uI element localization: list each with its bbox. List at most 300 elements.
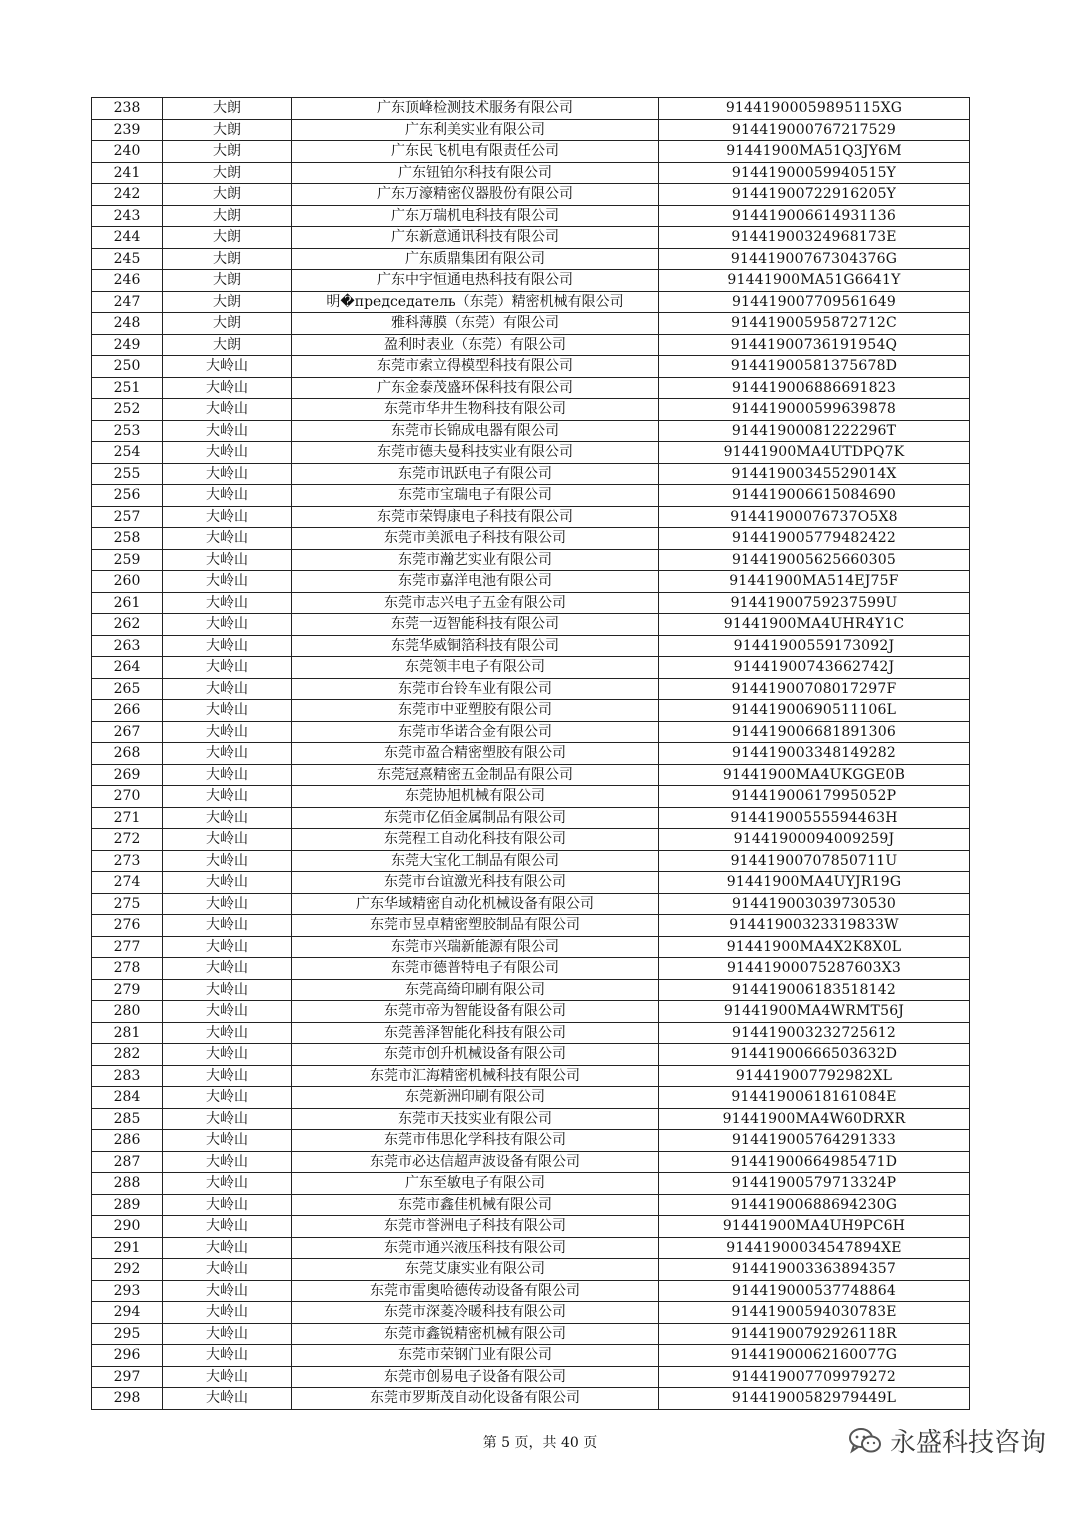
- table-row: [92, 1345, 970, 1367]
- row-company-name: 东莞市兴瑞新能源有限公司: [292, 936, 659, 958]
- row-number: 259: [92, 549, 163, 571]
- row-company-name: 东莞协旭机械有限公司: [292, 786, 659, 808]
- row-credit-code: 91441900MA4UHR4Y1C: [659, 614, 970, 636]
- row-number: 297: [92, 1366, 163, 1388]
- table-row: [92, 291, 970, 313]
- row-company-name: 广东顶峰检测技术服务有限公司: [292, 98, 659, 120]
- row-credit-code: 91441900094009259J: [659, 829, 970, 851]
- row-number: 241: [92, 162, 163, 184]
- row-town: 大岭山: [163, 850, 292, 872]
- row-number: 284: [92, 1087, 163, 1109]
- row-company-name: 东莞市必达信超声波设备有限公司: [292, 1151, 659, 1173]
- row-company-name: 东莞市中亚塑胶有限公司: [292, 700, 659, 722]
- row-town: 大岭山: [163, 979, 292, 1001]
- table-row: [92, 700, 970, 722]
- row-company-name: 广东万瑞机电科技有限公司: [292, 205, 659, 227]
- row-town: 大朗: [163, 291, 292, 313]
- row-credit-code: 914419005764291333: [659, 1130, 970, 1152]
- row-town: 大岭山: [163, 528, 292, 550]
- table-row: [92, 334, 970, 356]
- row-company-name: 东莞市鑫佳机械有限公司: [292, 1194, 659, 1216]
- row-town: 大岭山: [163, 764, 292, 786]
- table-row: [92, 872, 970, 894]
- table-row: [92, 915, 970, 937]
- wechat-icon: [848, 1426, 882, 1456]
- row-town: 大岭山: [163, 657, 292, 679]
- row-credit-code: 91441900MA4UTDPQ7K: [659, 442, 970, 464]
- row-company-name: 东莞市长锦成电器有限公司: [292, 420, 659, 442]
- row-town: 大岭山: [163, 1044, 292, 1066]
- table-row: [92, 614, 970, 636]
- row-credit-code: 91441900MA51Q3JY6M: [659, 141, 970, 163]
- table-row: [92, 356, 970, 378]
- row-company-name: 东莞市华井生物科技有限公司: [292, 399, 659, 421]
- row-number: 295: [92, 1323, 163, 1345]
- row-town: 大岭山: [163, 678, 292, 700]
- table-row: [92, 1388, 970, 1410]
- row-company-name: 广东钮铂尔科技有限公司: [292, 162, 659, 184]
- row-credit-code: 91441900594030783E: [659, 1302, 970, 1324]
- table-row: [92, 807, 970, 829]
- row-number: 274: [92, 872, 163, 894]
- row-town: 大朗: [163, 184, 292, 206]
- row-company-name: 东莞市帝为智能设备有限公司: [292, 1001, 659, 1023]
- row-town: 大岭山: [163, 549, 292, 571]
- row-credit-code: 91441900076737O5X8: [659, 506, 970, 528]
- row-number: 286: [92, 1130, 163, 1152]
- row-number: 256: [92, 485, 163, 507]
- row-company-name: 东莞市德夫曼科技实业有限公司: [292, 442, 659, 464]
- row-number: 268: [92, 743, 163, 765]
- row-number: 238: [92, 98, 163, 120]
- row-number: 254: [92, 442, 163, 464]
- row-company-name: 东莞市讯跃电子有限公司: [292, 463, 659, 485]
- row-company-name: 东莞市雷奥哈德传动设备有限公司: [292, 1280, 659, 1302]
- row-town: 大岭山: [163, 915, 292, 937]
- row-number: 270: [92, 786, 163, 808]
- table-row: [92, 1259, 970, 1281]
- row-company-name: 东莞市罗斯茂自动化设备有限公司: [292, 1388, 659, 1410]
- row-number: 281: [92, 1022, 163, 1044]
- row-company-name: 广东万濠精密仪器股份有限公司: [292, 184, 659, 206]
- row-company-name: 明�председатель（东莞）精密机械有限公司: [292, 291, 659, 313]
- row-town: 大岭山: [163, 485, 292, 507]
- row-number: 265: [92, 678, 163, 700]
- row-company-name: 东莞市汇海精密机械科技有限公司: [292, 1065, 659, 1087]
- row-company-name: 东莞市深菱冷暖科技有限公司: [292, 1302, 659, 1324]
- row-number: 251: [92, 377, 163, 399]
- row-credit-code: 91441900MA4UH9PC6H: [659, 1216, 970, 1238]
- row-number: 283: [92, 1065, 163, 1087]
- row-credit-code: 91441900059940515Y: [659, 162, 970, 184]
- row-town: 大朗: [163, 313, 292, 335]
- row-town: 大岭山: [163, 936, 292, 958]
- row-town: 大岭山: [163, 1216, 292, 1238]
- table-row: [92, 227, 970, 249]
- table-row: [92, 1001, 970, 1023]
- row-number: 242: [92, 184, 163, 206]
- row-town: 大岭山: [163, 1302, 292, 1324]
- row-town: 大岭山: [163, 506, 292, 528]
- table-row: [92, 592, 970, 614]
- row-town: 大朗: [163, 141, 292, 163]
- row-town: 大岭山: [163, 1022, 292, 1044]
- table-row: [92, 635, 970, 657]
- row-town: 大岭山: [163, 1237, 292, 1259]
- table-row: [92, 1044, 970, 1066]
- row-town: 大岭山: [163, 1130, 292, 1152]
- table-row: [92, 743, 970, 765]
- row-company-name: 广东中宇恒通电热科技有限公司: [292, 270, 659, 292]
- row-town: 大岭山: [163, 1087, 292, 1109]
- table-row: [92, 399, 970, 421]
- row-credit-code: 914419000537748864: [659, 1280, 970, 1302]
- row-company-name: 东莞市亿佰金属制品有限公司: [292, 807, 659, 829]
- table-row: [92, 442, 970, 464]
- row-company-name: 东莞华威铜箔科技有限公司: [292, 635, 659, 657]
- table-row: [92, 270, 970, 292]
- row-credit-code: 91441900690511106L: [659, 700, 970, 722]
- row-number: 289: [92, 1194, 163, 1216]
- table-row: [92, 184, 970, 206]
- row-credit-code: 91441900707850711U: [659, 850, 970, 872]
- table-row: [92, 936, 970, 958]
- table-row: [92, 1302, 970, 1324]
- row-credit-code: 91441900582979449L: [659, 1388, 970, 1410]
- watermark: [848, 1422, 1046, 1459]
- row-town: 大岭山: [163, 1001, 292, 1023]
- table-row: [92, 1130, 970, 1152]
- row-town: 大岭山: [163, 614, 292, 636]
- row-number: 278: [92, 958, 163, 980]
- row-company-name: 东莞市通兴液压科技有限公司: [292, 1237, 659, 1259]
- row-credit-code: 914419005625660305: [659, 549, 970, 571]
- row-company-name: 东莞市嘉洋电池有限公司: [292, 571, 659, 593]
- row-number: 276: [92, 915, 163, 937]
- row-company-name: 东莞市鑫锐精密机械有限公司: [292, 1323, 659, 1345]
- table-row: [92, 678, 970, 700]
- row-company-name: 东莞市创易电子设备有限公司: [292, 1366, 659, 1388]
- row-number: 287: [92, 1151, 163, 1173]
- row-number: 266: [92, 700, 163, 722]
- row-town: 大岭山: [163, 958, 292, 980]
- table-row: [92, 850, 970, 872]
- row-town: 大岭山: [163, 635, 292, 657]
- row-company-name: 东莞市台铃车业有限公司: [292, 678, 659, 700]
- row-company-name: 东莞市台谊激光科技有限公司: [292, 872, 659, 894]
- row-town: 大朗: [163, 162, 292, 184]
- row-company-name: 东莞高绮印刷有限公司: [292, 979, 659, 1001]
- row-company-name: 广东质鼎集团有限公司: [292, 248, 659, 270]
- watermark-text: 永盛科技咨询: [890, 1428, 1047, 1458]
- row-credit-code: 914419003232725612: [659, 1022, 970, 1044]
- row-company-name: 广东民飞机电有限责任公司: [292, 141, 659, 163]
- row-company-name: 东莞程工自动化科技有限公司: [292, 829, 659, 851]
- row-credit-code: 914419000599639878: [659, 399, 970, 421]
- row-credit-code: 91441900759237599U: [659, 592, 970, 614]
- table-row: [92, 205, 970, 227]
- row-number: 292: [92, 1259, 163, 1281]
- row-number: 239: [92, 119, 163, 141]
- row-company-name: 东莞艾康实业有限公司: [292, 1259, 659, 1281]
- row-company-name: 东莞市德普特电子有限公司: [292, 958, 659, 980]
- row-credit-code: 91441900666503632D: [659, 1044, 970, 1066]
- row-company-name: 东莞市志兴电子五金有限公司: [292, 592, 659, 614]
- table-row: [92, 98, 970, 120]
- row-town: 大岭山: [163, 829, 292, 851]
- row-town: 大岭山: [163, 1065, 292, 1087]
- page-number: 第 5 页，共 40 页: [482, 1435, 598, 1451]
- row-town: 大岭山: [163, 786, 292, 808]
- row-company-name: 广东利美实业有限公司: [292, 119, 659, 141]
- row-credit-code: 914419005779482422: [659, 528, 970, 550]
- table-row: [92, 485, 970, 507]
- row-credit-code: 91441900688694230G: [659, 1194, 970, 1216]
- row-company-name: 东莞市荣钢门业有限公司: [292, 1345, 659, 1367]
- row-company-name: 东莞市索立得模型科技有限公司: [292, 356, 659, 378]
- row-town: 大岭山: [163, 743, 292, 765]
- table-row: [92, 1065, 970, 1087]
- table-row: [92, 528, 970, 550]
- row-credit-code: 91441900MA4W60DRXR: [659, 1108, 970, 1130]
- table-row: [92, 248, 970, 270]
- row-number: 245: [92, 248, 163, 270]
- table-row: [92, 764, 970, 786]
- table-row: [92, 506, 970, 528]
- row-town: 大岭山: [163, 1194, 292, 1216]
- row-town: 大岭山: [163, 1280, 292, 1302]
- row-town: 大岭山: [163, 872, 292, 894]
- row-credit-code: 91441900664985471D: [659, 1151, 970, 1173]
- row-number: 250: [92, 356, 163, 378]
- table-row: [92, 1323, 970, 1345]
- row-credit-code: 914419000767217529: [659, 119, 970, 141]
- row-credit-code: 91441900MA4UYJR19G: [659, 872, 970, 894]
- table-row: [92, 420, 970, 442]
- row-credit-code: 914419006615084690: [659, 485, 970, 507]
- row-credit-code: 91441900081222296T: [659, 420, 970, 442]
- table-row: [92, 1194, 970, 1216]
- row-town: 大岭山: [163, 442, 292, 464]
- row-number: 244: [92, 227, 163, 249]
- row-town: 大岭山: [163, 807, 292, 829]
- row-credit-code: 914419007709561649: [659, 291, 970, 313]
- row-company-name: 东莞市创升机械设备有限公司: [292, 1044, 659, 1066]
- row-town: 大岭山: [163, 463, 292, 485]
- row-number: 261: [92, 592, 163, 614]
- table-row: [92, 377, 970, 399]
- row-number: 240: [92, 141, 163, 163]
- row-company-name: 东莞市誉洲电子科技有限公司: [292, 1216, 659, 1238]
- row-company-name: 东莞市伟思化学科技有限公司: [292, 1130, 659, 1152]
- row-number: 263: [92, 635, 163, 657]
- row-credit-code: 91441900617995052P: [659, 786, 970, 808]
- table-row: [92, 162, 970, 184]
- row-company-name: 东莞市瀚艺实业有限公司: [292, 549, 659, 571]
- row-number: 291: [92, 1237, 163, 1259]
- row-number: 271: [92, 807, 163, 829]
- table-row: [92, 786, 970, 808]
- row-town: 大朗: [163, 205, 292, 227]
- row-number: 264: [92, 657, 163, 679]
- row-credit-code: 91441900324968173E: [659, 227, 970, 249]
- row-town: 大岭山: [163, 700, 292, 722]
- row-town: 大岭山: [163, 1108, 292, 1130]
- row-number: 273: [92, 850, 163, 872]
- row-credit-code: 91441900MA4UKGGE0B: [659, 764, 970, 786]
- row-credit-code: 91441900581375678D: [659, 356, 970, 378]
- row-company-name: 广东新意通讯科技有限公司: [292, 227, 659, 249]
- row-town: 大岭山: [163, 721, 292, 743]
- row-number: 247: [92, 291, 163, 313]
- row-town: 大岭山: [163, 571, 292, 593]
- row-town: 大朗: [163, 98, 292, 120]
- row-town: 大岭山: [163, 1151, 292, 1173]
- row-number: 248: [92, 313, 163, 335]
- row-company-name: 广东华域精密自动化机械设备有限公司: [292, 893, 659, 915]
- row-credit-code: 91441900062160077G: [659, 1345, 970, 1367]
- table-row: [92, 1366, 970, 1388]
- row-number: 293: [92, 1280, 163, 1302]
- row-credit-code: 91441900345529014X: [659, 463, 970, 485]
- row-credit-code: 91441900323319833W: [659, 915, 970, 937]
- row-number: 272: [92, 829, 163, 851]
- company-list-table: [91, 97, 970, 1410]
- table-row: [92, 1022, 970, 1044]
- row-company-name: 东莞冠熹精密五金制品有限公司: [292, 764, 659, 786]
- row-credit-code: 914419003039730530: [659, 893, 970, 915]
- row-town: 大岭山: [163, 1173, 292, 1195]
- row-credit-code: 91441900722916205Y: [659, 184, 970, 206]
- row-town: 大岭山: [163, 1366, 292, 1388]
- row-credit-code: 91441900792926118R: [659, 1323, 970, 1345]
- row-number: 294: [92, 1302, 163, 1324]
- row-town: 大岭山: [163, 356, 292, 378]
- row-company-name: 盈利时表业（东莞）有限公司: [292, 334, 659, 356]
- row-number: 257: [92, 506, 163, 528]
- row-credit-code: 914419006886691823: [659, 377, 970, 399]
- row-town: 大岭山: [163, 1388, 292, 1410]
- table-row: [92, 1280, 970, 1302]
- row-town: 大朗: [163, 119, 292, 141]
- row-credit-code: 91441900555594463H: [659, 807, 970, 829]
- table-row: [92, 1216, 970, 1238]
- row-credit-code: 91441900559173092J: [659, 635, 970, 657]
- row-number: 246: [92, 270, 163, 292]
- row-town: 大岭山: [163, 399, 292, 421]
- table-row: [92, 1108, 970, 1130]
- row-credit-code: 914419007792982XL: [659, 1065, 970, 1087]
- row-credit-code: 91441900034547894XE: [659, 1237, 970, 1259]
- row-number: 277: [92, 936, 163, 958]
- row-company-name: 东莞市荣锝康电子科技有限公司: [292, 506, 659, 528]
- table-row: [92, 1151, 970, 1173]
- row-number: 296: [92, 1345, 163, 1367]
- row-town: 大岭山: [163, 893, 292, 915]
- row-number: 252: [92, 399, 163, 421]
- row-company-name: 东莞市宝瑞电子有限公司: [292, 485, 659, 507]
- table-row: [92, 1237, 970, 1259]
- table-row: [92, 1087, 970, 1109]
- row-credit-code: 91441900618161084E: [659, 1087, 970, 1109]
- row-company-name: 雅科薄膜（东莞）有限公司: [292, 313, 659, 335]
- row-town: 大岭山: [163, 1345, 292, 1367]
- row-company-name: 东莞市华诺合金有限公司: [292, 721, 659, 743]
- row-credit-code: 91441900708017297F: [659, 678, 970, 700]
- table-row: [92, 721, 970, 743]
- row-number: 267: [92, 721, 163, 743]
- row-credit-code: 91441900MA4WRMT56J: [659, 1001, 970, 1023]
- row-number: 258: [92, 528, 163, 550]
- table-row: [92, 829, 970, 851]
- table-row: [92, 1173, 970, 1195]
- row-town: 大朗: [163, 227, 292, 249]
- row-number: 260: [92, 571, 163, 593]
- row-company-name: 东莞市天技实业有限公司: [292, 1108, 659, 1130]
- row-number: 279: [92, 979, 163, 1001]
- row-town: 大岭山: [163, 1259, 292, 1281]
- row-number: 275: [92, 893, 163, 915]
- row-company-name: 东莞善泽智能化科技有限公司: [292, 1022, 659, 1044]
- row-number: 243: [92, 205, 163, 227]
- row-town: 大朗: [163, 334, 292, 356]
- table-row: [92, 571, 970, 593]
- row-number: 262: [92, 614, 163, 636]
- row-number: 280: [92, 1001, 163, 1023]
- row-town: 大朗: [163, 248, 292, 270]
- row-town: 大岭山: [163, 592, 292, 614]
- row-company-name: 东莞市美派电子科技有限公司: [292, 528, 659, 550]
- table-row: [92, 313, 970, 335]
- row-company-name: 东莞领丰电子有限公司: [292, 657, 659, 679]
- table-row: [92, 549, 970, 571]
- row-number: 290: [92, 1216, 163, 1238]
- row-credit-code: 91441900MA4X2K8X0L: [659, 936, 970, 958]
- row-town: 大岭山: [163, 420, 292, 442]
- row-town: 大岭山: [163, 377, 292, 399]
- row-credit-code: 914419003363894357: [659, 1259, 970, 1281]
- table-row: [92, 958, 970, 980]
- table-row: [92, 979, 970, 1001]
- row-number: 253: [92, 420, 163, 442]
- row-company-name: 东莞一迈智能科技有限公司: [292, 614, 659, 636]
- row-credit-code: 91441900MA51G6641Y: [659, 270, 970, 292]
- row-number: 285: [92, 1108, 163, 1130]
- row-number: 298: [92, 1388, 163, 1410]
- row-number: 288: [92, 1173, 163, 1195]
- row-credit-code: 91441900743662742J: [659, 657, 970, 679]
- row-credit-code: 91441900767304376G: [659, 248, 970, 270]
- row-company-name: 广东至敏电子有限公司: [292, 1173, 659, 1195]
- row-town: 大岭山: [163, 1323, 292, 1345]
- row-credit-code: 91441900595872712C: [659, 313, 970, 335]
- table-row: [92, 141, 970, 163]
- row-company-name: 东莞大宝化工制品有限公司: [292, 850, 659, 872]
- table-row: [92, 657, 970, 679]
- table-row: [92, 119, 970, 141]
- row-credit-code: 91441900MA514EJ75F: [659, 571, 970, 593]
- row-town: 大朗: [163, 270, 292, 292]
- table-row: [92, 893, 970, 915]
- row-number: 249: [92, 334, 163, 356]
- row-number: 255: [92, 463, 163, 485]
- row-number: 269: [92, 764, 163, 786]
- row-number: 282: [92, 1044, 163, 1066]
- row-credit-code: 91441900075287603X3: [659, 958, 970, 980]
- row-company-name: 东莞新洲印刷有限公司: [292, 1087, 659, 1109]
- row-credit-code: 91441900736191954Q: [659, 334, 970, 356]
- row-company-name: 东莞市昱卓精密塑胶制品有限公司: [292, 915, 659, 937]
